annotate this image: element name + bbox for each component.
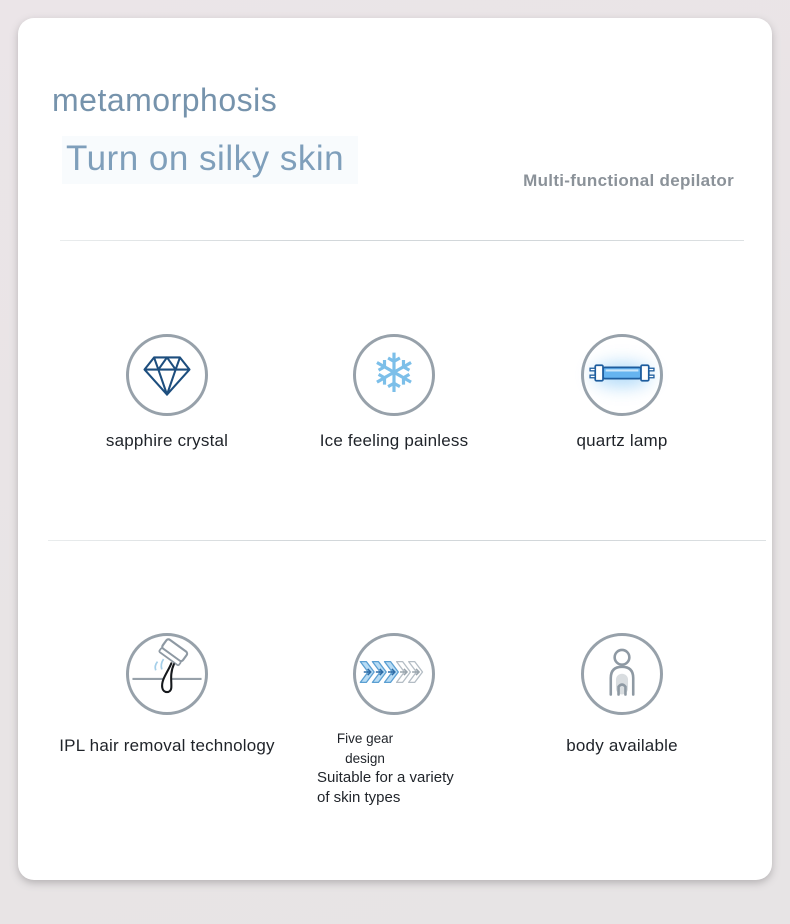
feature-label: body available [566,736,678,755]
page-subtitle: Turn on silky skin [62,136,358,184]
gear-sub-line1: Suitable for a variety [317,769,454,787]
product-feature-card [18,18,772,880]
gear-label-line1: Five gear [336,731,394,746]
middle-divider [48,540,766,541]
feature-sublabel [317,768,482,809]
feature-quartz-lamp [507,334,737,451]
page-title: metamorphosis [52,82,278,118]
feature-label [310,729,420,768]
feature-body-available [507,633,737,756]
feature-sapphire-crystal [52,334,282,451]
feature-circle [581,633,663,715]
ipl-device-icon [129,634,205,715]
gear-sub-line2: of skin types [317,789,401,807]
feature-circle [353,633,435,715]
feature-circle [581,334,663,416]
snowflake-icon: ❄ [371,343,417,404]
feature-circle [126,633,208,715]
feature-label: quartz lamp [576,431,668,450]
diamond-icon [129,335,205,416]
feature-circle [126,334,208,416]
feature-label: Ice feeling painless [319,431,469,450]
feature-circle [353,334,435,416]
header-divider [60,240,744,241]
quartz-lamp-icon [584,335,660,416]
gear-label-line2: design [345,750,385,766]
feature-label: sapphire crystal [105,431,229,450]
feature-label: IPL hair removal technology [59,736,275,755]
feature-five-gear [279,633,509,809]
feature-ice-feeling [279,334,509,451]
five-gear-chevrons-icon [356,634,432,715]
product-tagline: Multi-functional depilator [523,171,734,190]
person-icon [584,634,660,715]
feature-ipl-technology [52,633,282,756]
